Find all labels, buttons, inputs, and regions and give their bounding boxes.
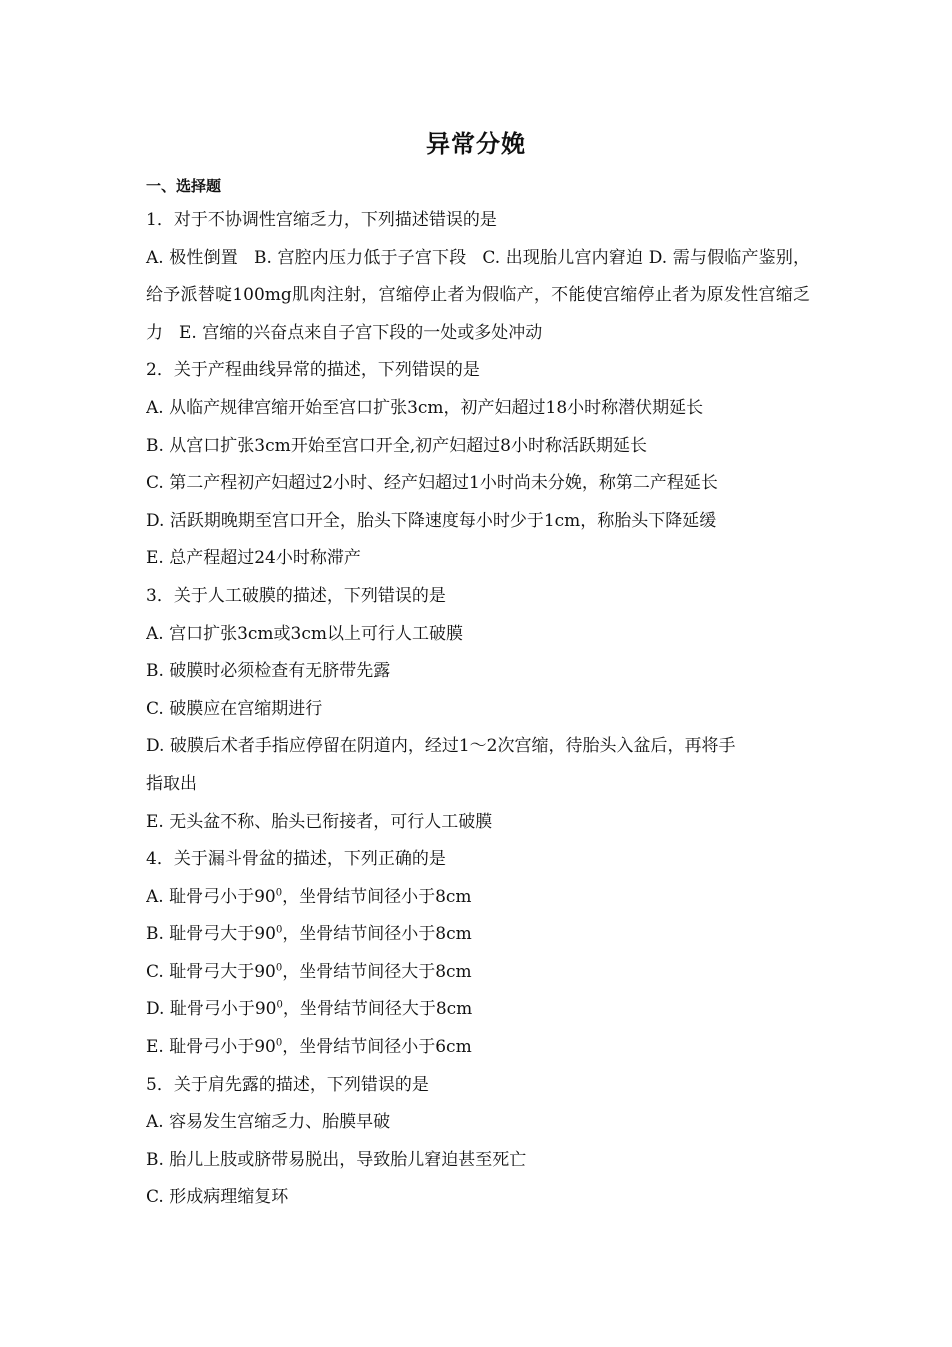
page-title: 异常分娩 bbox=[426, 130, 526, 158]
question-5-option-c: C. 形成病理缩复环 bbox=[146, 1187, 289, 1208]
option-text: E. 耻骨弓小于90 bbox=[146, 1037, 276, 1058]
option-text: ，坐骨结节间径小于8cm bbox=[282, 924, 472, 945]
question-4-option-a bbox=[146, 879, 810, 917]
question-5-stem: 5．关于肩先露的描述，下列错误的是 bbox=[146, 1074, 429, 1095]
question-1-option-b: B. 宫腔内压力低于子宫下段 bbox=[253, 247, 467, 268]
section-heading: 一、选择题 bbox=[146, 177, 222, 195]
question-1-stem: 1．对于不协调性宫缩乏力，下列描述错误的是 bbox=[146, 210, 497, 230]
question-3-option-d: D. 破膜后术者手指应停留在阴道内，经过1～2次宫缩，待胎头入盆后，再将手 bbox=[146, 736, 736, 757]
question-5-option-a: A. 容易发生宫缩乏力、胎膜早破 bbox=[146, 1112, 391, 1133]
degree-mark: 0 bbox=[276, 999, 283, 1011]
question-4-option-e bbox=[146, 1029, 810, 1067]
option-text: ，坐骨结节间径大于8cm bbox=[282, 999, 473, 1020]
option-text: ，坐骨结节间径小于6cm bbox=[282, 1037, 472, 1058]
question-list bbox=[146, 202, 810, 1217]
question-5-option-b: B. 胎儿上肢或脐带易脱出，导致胎儿窘迫甚至死亡 bbox=[146, 1149, 527, 1170]
question-2-stem: 2．关于产程曲线异常的描述，下列错误的是 bbox=[146, 360, 480, 381]
question-4-stem: 4．关于漏斗骨盆的描述，下列正确的是 bbox=[146, 849, 446, 870]
question-4-option-c bbox=[146, 954, 810, 992]
question-4-option-d bbox=[146, 991, 810, 1029]
question-4-option-b bbox=[146, 916, 810, 954]
option-text: C. 耻骨弓大于90 bbox=[146, 961, 276, 982]
question-1-option-a: A. 极性倒置 bbox=[146, 247, 238, 268]
question-1-option-e: E. 宫缩的兴奋点来自子宫下段的一处或多处冲动 bbox=[179, 322, 543, 343]
degree-mark: 0 bbox=[275, 924, 283, 936]
question-2-option-b: B. 从宫口扩张3cm开始至宫口开全,初产妇超过8小时称活跃期延长 bbox=[146, 435, 647, 456]
question-2-option-e: E. 总产程超过24小时称滞产 bbox=[146, 548, 361, 569]
question-1-options bbox=[146, 240, 810, 353]
option-text: ，坐骨结节间径大于8cm bbox=[282, 961, 472, 982]
question-3-option-d-continued: 指取出 bbox=[146, 773, 197, 794]
degree-mark: 0 bbox=[275, 1037, 283, 1049]
option-text: D. 耻骨弓小于90 bbox=[146, 999, 277, 1020]
question-1-option-c: C. 出现胎儿宫内窘迫 bbox=[482, 247, 644, 268]
question-3-option-a: A. 宫口扩张3cm或3cm以上可行人工破膜 bbox=[146, 623, 463, 644]
question-2-option-d: D. 活跃期晚期至宫口开全，胎头下降速度每小时少于1cm，称胎头下降延缓 bbox=[146, 510, 717, 531]
degree-mark: 0 bbox=[275, 887, 283, 899]
question-2-option-c: C. 第二产程初产妇超过2小时、经产妇超过1小时尚未分娩，称第二产程延长 bbox=[146, 473, 718, 494]
question-3-stem: 3．关于人工破膜的描述，下列错误的是 bbox=[146, 585, 446, 606]
option-text: A. 耻骨弓小于90 bbox=[146, 886, 276, 907]
question-1-option-d: D. 需与假临产鉴别，给予派替啶100mg肌肉注射，宫缩停止者为假临产，不能使宫缩停止者为原发性宫缩乏力 bbox=[146, 247, 810, 343]
question-3-option-e: E. 无头盆不称、胎头已衔接者，可行人工破膜 bbox=[146, 811, 493, 832]
degree-mark: 0 bbox=[275, 962, 283, 974]
question-3-option-b: B. 破膜时必须检查有无脐带先露 bbox=[146, 661, 391, 682]
question-3-option-c: C. 破膜应在宫缩期进行 bbox=[146, 698, 323, 719]
question-2-option-a: A. 从临产规律宫缩开始至宫口扩张3cm，初产妇超过18小时称潜伏期延长 bbox=[146, 397, 704, 418]
option-text: B. 耻骨弓大于90 bbox=[146, 924, 276, 945]
option-text: ，坐骨结节间径小于8cm bbox=[282, 886, 472, 907]
